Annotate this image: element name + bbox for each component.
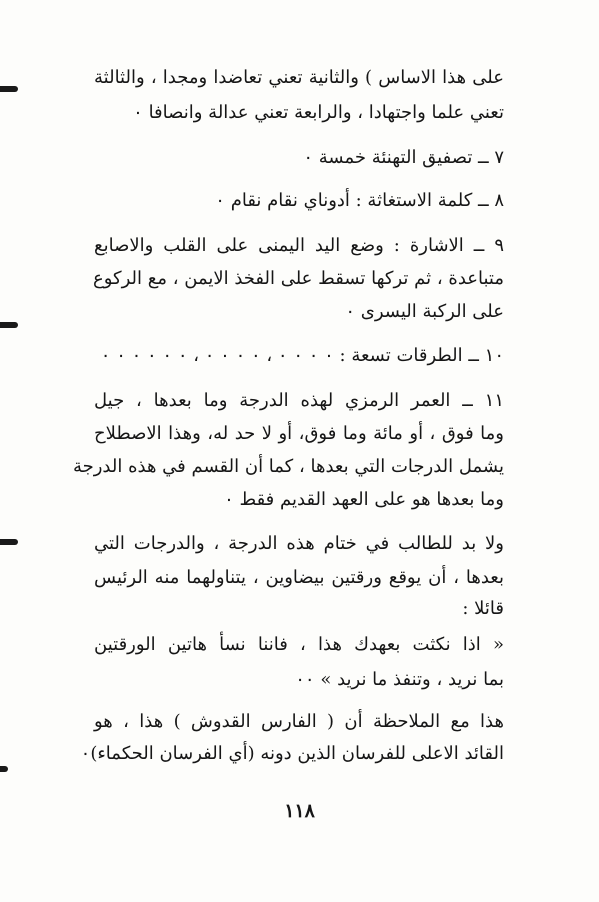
text-line: ٩ ــ الاشارة : وضع اليد اليمنى على القلب والاصابع (94, 235, 504, 256)
text-line: ١٠ ــ الطرقات تسعة : ٠ ٠ ٠ ٠ ، ٠ ٠ ٠ ٠ ، ٠ ٠ ٠ ٠ ٠ ٠ (100, 345, 504, 366)
text-line: ٨ ــ كلمة الاستغاثة : أدوناي نقام نقام ٠ (215, 190, 504, 211)
scan-mark (0, 86, 18, 92)
page-number: ١١٨ (284, 800, 315, 822)
text-line: بما نريد ، وتنفذ ما نريد » ٠٠ (295, 669, 504, 690)
text-line: ٧ ــ تصفيق التهنئة خمسة ٠ (303, 147, 504, 168)
scan-mark (0, 539, 18, 545)
text-line: على الركبة اليسرى ٠ (345, 301, 504, 322)
text-line: بعدها ، أن يوقع ورقتين بيضاوين ، يتناولهما منه الرئيس (94, 567, 504, 588)
text-line: وما فوق ، أو مائة وما فوق، أو لا حد له، وهذا الاصطلاح (94, 423, 504, 444)
text-line: قائلا : (462, 598, 504, 619)
text-line: « اذا نكثت بعهدك هذا ، فاننا نسأ هاتين الورقتين (94, 634, 504, 655)
text-line: يشمل الدرجات التي بعدها ، كما أن القسم في هذه الدرجة (72, 456, 504, 477)
text-line: ١١ ــ العمر الرمزي لهذه الدرجة وما بعدها ، جيل (94, 390, 504, 411)
text-line: وما بعدها هو على العهد القديم فقط ٠ (224, 489, 504, 510)
text-line: هذا مع الملاحظة أن ( الفارس القدوش ) هذا ، هو (94, 711, 504, 732)
text-line: تعني علما واجتهادا ، والرابعة تعني عدالة وانصافا ٠ (133, 102, 504, 123)
text-line: القائد الاعلى للفرسان الذين دونه (أي الفرسان الحكماء)٠ (80, 743, 504, 764)
text-line: متباعدة ، ثم تركها تسقط على الفخذ الايمن ، مع الركوع (93, 268, 504, 289)
text-line: ولا بد للطالب في ختام هذه الدرجة ، والدرجات التي (94, 533, 504, 554)
scan-mark (0, 322, 18, 328)
scan-mark (0, 766, 8, 772)
text-line: على هذا الاساس ) والثانية تعني تعاضدا ومجدا ، والثالثة (94, 67, 504, 88)
